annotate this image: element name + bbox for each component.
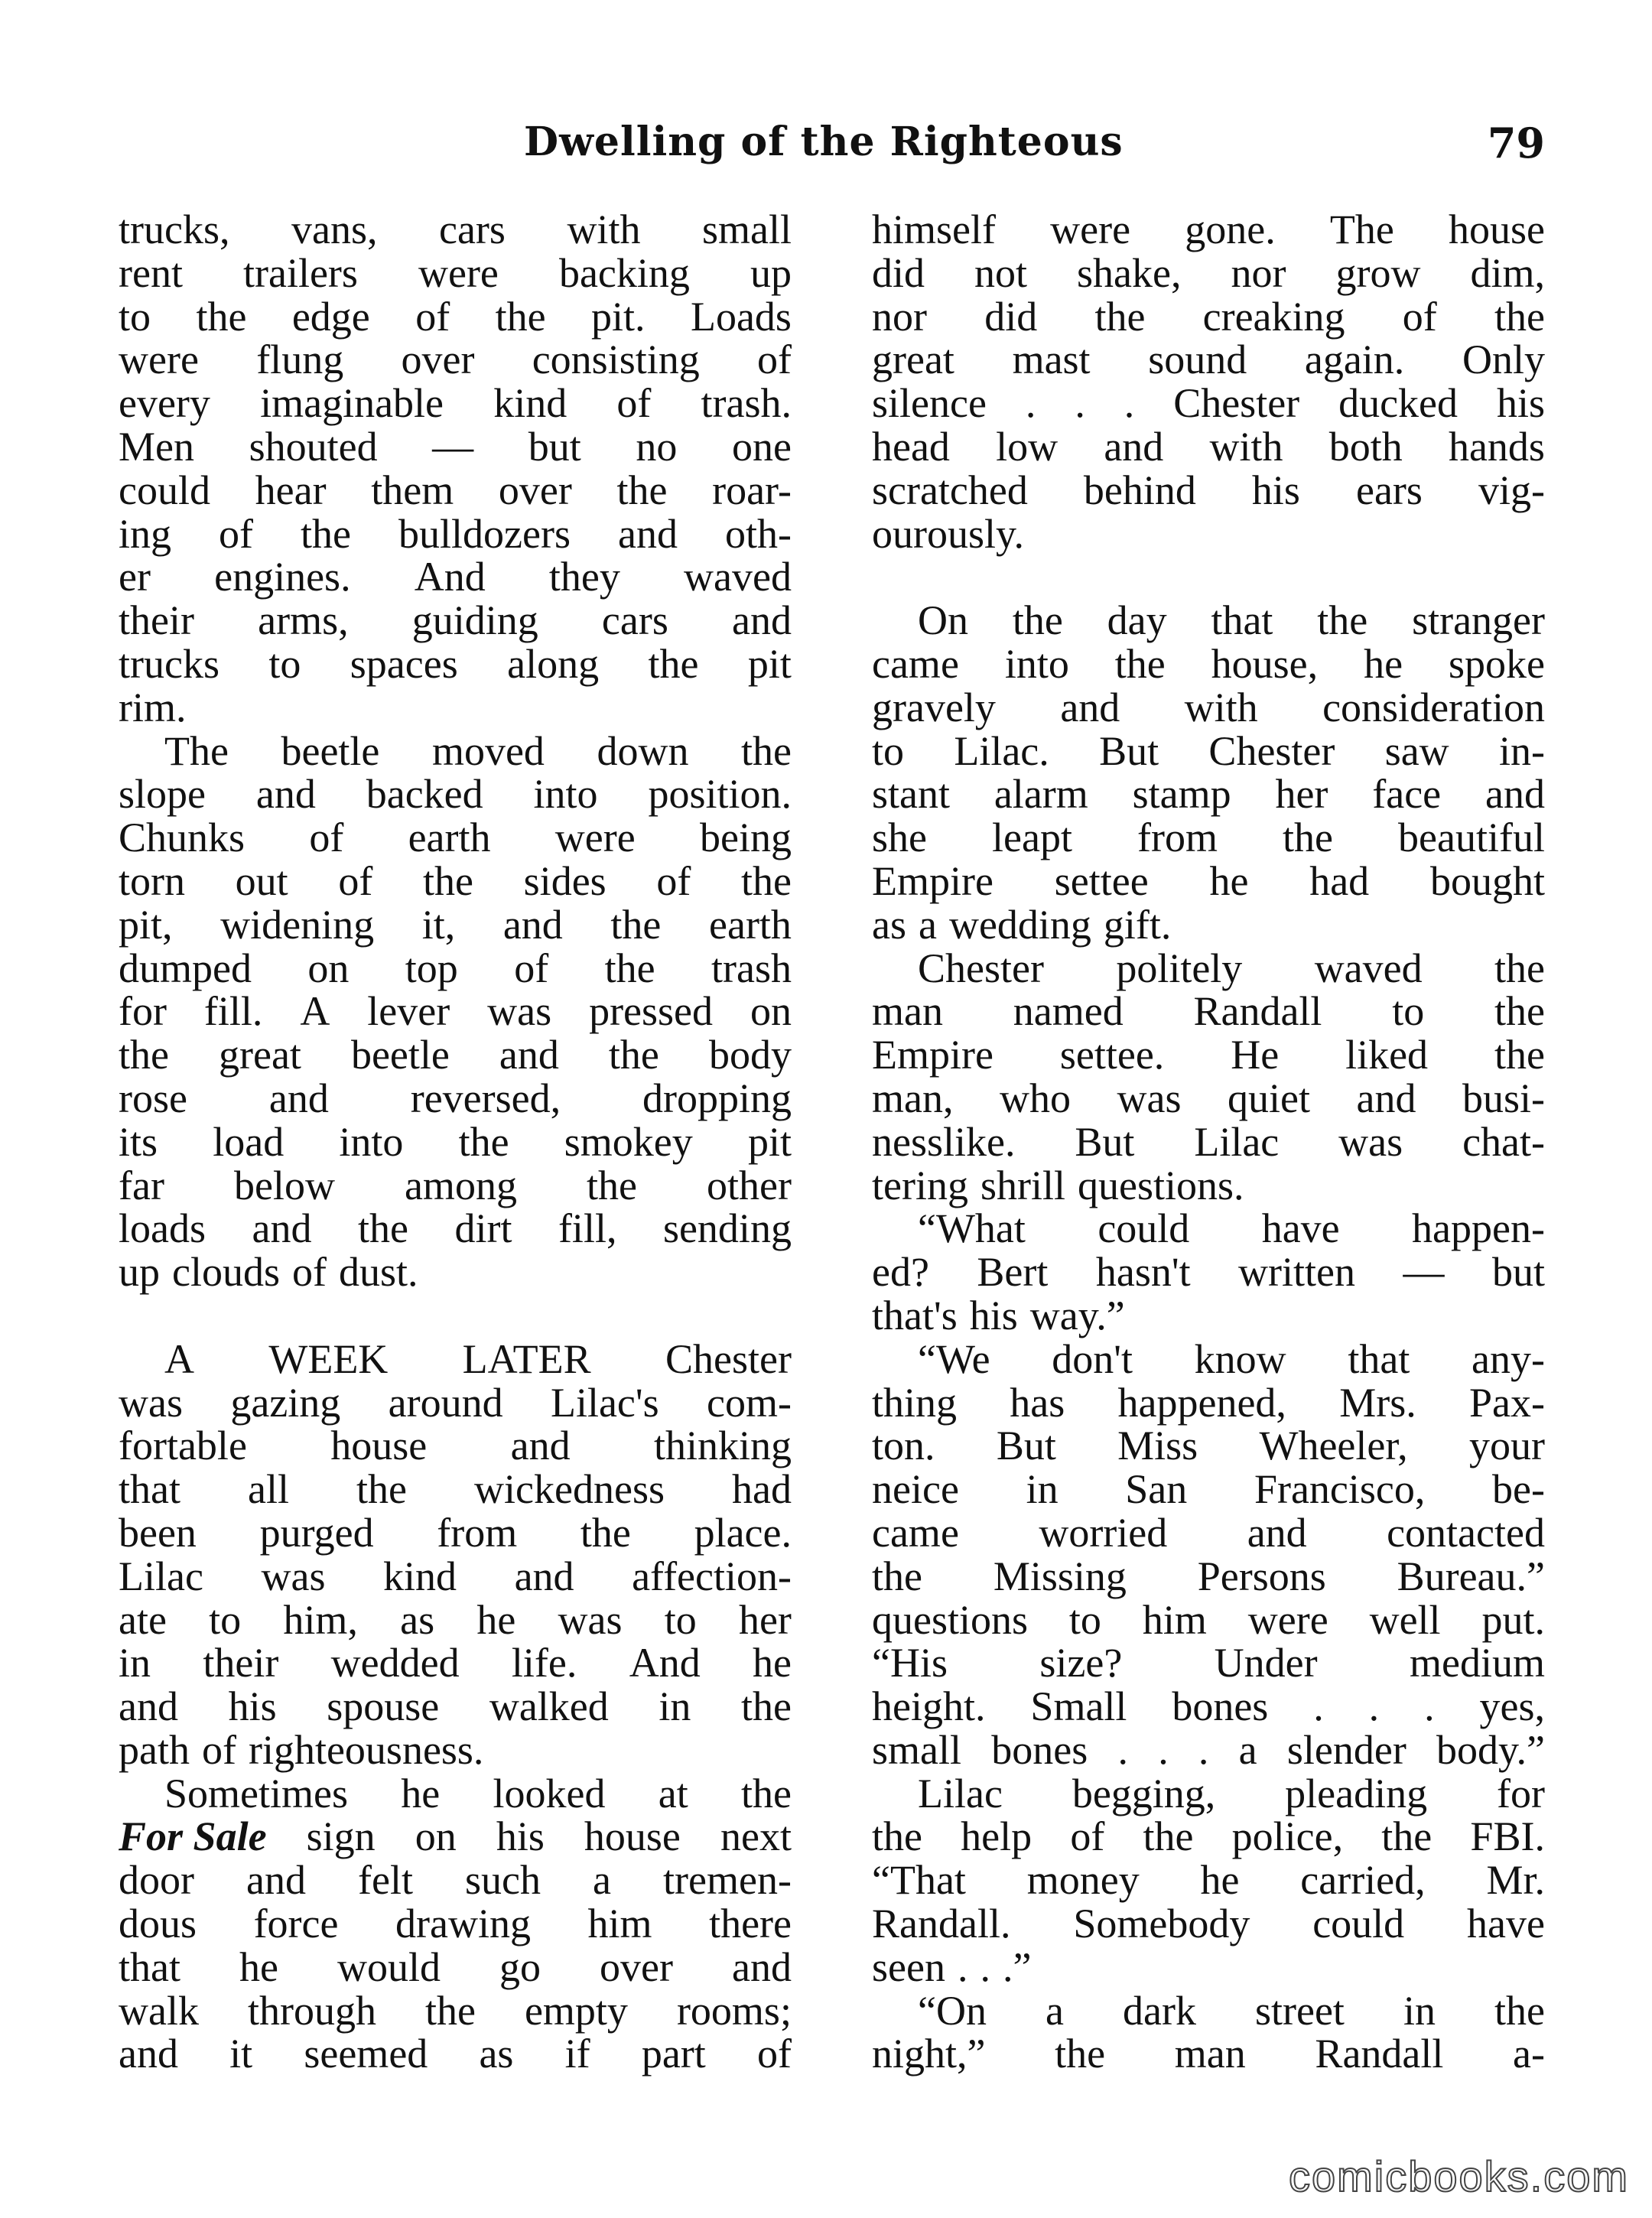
text-line: as a wedding gift.: [872, 901, 1172, 948]
text-line: seen . . .”: [872, 1943, 1032, 1990]
text-line: [872, 555, 1545, 599]
text-line: far below among the other: [119, 1162, 792, 1208]
text-line: thing has happened, Mrs. Pax-: [872, 1379, 1545, 1426]
text-line: stant alarm stamp her face and: [872, 771, 1545, 818]
text-line: in their wedded life. And he: [119, 1640, 792, 1686]
text-line: fortable house and thinking: [119, 1423, 792, 1469]
text-line: man named Randall to the: [872, 988, 1545, 1035]
text-line: loads and the dirt fill, sending: [119, 1205, 792, 1252]
text-line: rent trailers were backing up: [119, 249, 792, 296]
text-line: “What could have happen-: [918, 1205, 1545, 1252]
text-line: nesslike. But Lilac was chat-: [872, 1118, 1545, 1165]
text-line: neice in San Francisco, be-: [872, 1466, 1545, 1513]
page-number: 79: [1487, 119, 1545, 167]
text-line: up clouds of dust.: [119, 1249, 418, 1296]
text-line: “His size? Under medium: [872, 1640, 1545, 1686]
text-line: Chester politely waved the: [918, 945, 1545, 991]
text-line: to the edge of the pit. Loads: [119, 293, 792, 340]
text-line: to Lilac. But Chester saw in-: [872, 727, 1545, 774]
text-line: ourously.: [872, 510, 1024, 557]
text-line: A WEEK LATER Chester: [164, 1335, 792, 1382]
text-line: for fill. A lever was pressed on: [119, 988, 792, 1035]
text-line: every imaginable kind of trash.: [119, 380, 792, 427]
text-line: rim.: [119, 684, 187, 730]
text-line: man, who was quiet and busi-: [872, 1075, 1545, 1121]
text-line: path of righteousness.: [119, 1726, 484, 1773]
text-line: head low and with both hands: [872, 423, 1545, 470]
text-line: Chunks of earth were being: [119, 815, 792, 861]
text-line: questions to him were well put.: [872, 1596, 1545, 1643]
text-line: the help of the police, the FBI.: [872, 1813, 1545, 1860]
text-line: “On a dark street in the: [918, 1987, 1545, 2034]
text-line: ate to him, as he was to her: [119, 1596, 792, 1643]
text-line: Empire settee he had bought: [872, 857, 1545, 904]
text-line: rose and reversed, dropping: [119, 1075, 792, 1121]
text-line: silence . . . Chester ducked his: [872, 380, 1545, 427]
text-line: and it seemed as if part of: [119, 2031, 792, 2077]
text-line: Sometimes he looked at the: [164, 1770, 792, 1816]
page-header: [119, 119, 1545, 187]
text-line: the Missing Persons Bureau.”: [872, 1553, 1545, 1599]
text-line: slope and backed into position.: [119, 771, 792, 818]
text-line: ing of the bulldozers and oth-: [119, 510, 792, 557]
text-line: height. Small bones . . . yes,: [872, 1683, 1545, 1730]
right-column: [872, 208, 1545, 2076]
text-line: Randall. Somebody could have: [872, 1901, 1545, 1947]
text-line: dumped on top of the trash: [119, 945, 792, 991]
text-line: did not shake, nor grow dim,: [872, 249, 1545, 296]
text-line: [119, 1294, 792, 1338]
text-line: and his spouse walked in the: [119, 1683, 792, 1730]
text-line: scratched behind his ears vig-: [872, 467, 1545, 513]
text-line: “We don't know that any-: [918, 1335, 1545, 1382]
text-line: trucks, vans, cars with small: [119, 207, 792, 252]
text-line: night,” the man Randall a-: [872, 2031, 1545, 2077]
text-line: she leapt from the beautiful: [872, 815, 1545, 861]
text-line: himself were gone. The house: [872, 207, 1545, 252]
text-line: torn out of the sides of the: [119, 857, 792, 904]
text-line: great mast sound again. Only: [872, 337, 1545, 383]
text-line: gravely and with consideration: [872, 684, 1545, 730]
text-line: that all the wickedness had: [119, 1466, 792, 1513]
left-column: [119, 208, 792, 2076]
running-title: Dwelling of the Righteous: [524, 119, 1124, 165]
text-line: nor did the creaking of the: [872, 293, 1545, 340]
text-line: Empire settee. He liked the: [872, 1032, 1545, 1078]
text-line: came worried and contacted: [872, 1509, 1545, 1556]
text-line: “That money he carried, Mr.: [872, 1857, 1545, 1904]
text-line: was gazing around Lilac's com-: [119, 1379, 792, 1426]
text-line: Lilac was kind and affection-: [119, 1553, 792, 1599]
text-line: were flung over consisting of: [119, 337, 792, 383]
text-line: that he would go over and: [119, 1943, 792, 1990]
text-line: walk through the empty rooms;: [119, 1987, 792, 2034]
text-line: For Sale sign on his house next: [119, 1813, 792, 1860]
text-line: The beetle moved down the: [164, 727, 792, 774]
text-line: could hear them over the roar-: [119, 467, 792, 513]
text-line: the great beetle and the body: [119, 1032, 792, 1078]
text-line: ton. But Miss Wheeler, your: [872, 1423, 1545, 1469]
text-line: came into the house, he spoke: [872, 640, 1545, 687]
text-line: tering shrill questions.: [872, 1162, 1244, 1208]
text-line: Men shouted — but no one: [119, 423, 792, 470]
text-line: trucks to spaces along the pit: [119, 640, 792, 687]
text-line: er engines. And they waved: [119, 554, 792, 600]
text-line: that's his way.”: [872, 1292, 1125, 1338]
text-line: door and felt such a tremen-: [119, 1857, 792, 1904]
text-line: been purged from the place.: [119, 1509, 792, 1556]
watermark-logo: comicbooks.com: [1288, 2152, 1629, 2200]
text-line: Lilac begging, pleading for: [918, 1770, 1545, 1816]
text-line: ed? Bert hasn't written — but: [872, 1249, 1545, 1296]
text-line: small bones . . . a slender body.”: [872, 1726, 1545, 1773]
text-line: dous force drawing him there: [119, 1901, 792, 1947]
text-line: their arms, guiding cars and: [119, 597, 792, 644]
text-line: its load into the smokey pit: [119, 1118, 792, 1165]
text-line: pit, widening it, and the earth: [119, 901, 792, 948]
text-line: On the day that the stranger: [918, 597, 1545, 644]
